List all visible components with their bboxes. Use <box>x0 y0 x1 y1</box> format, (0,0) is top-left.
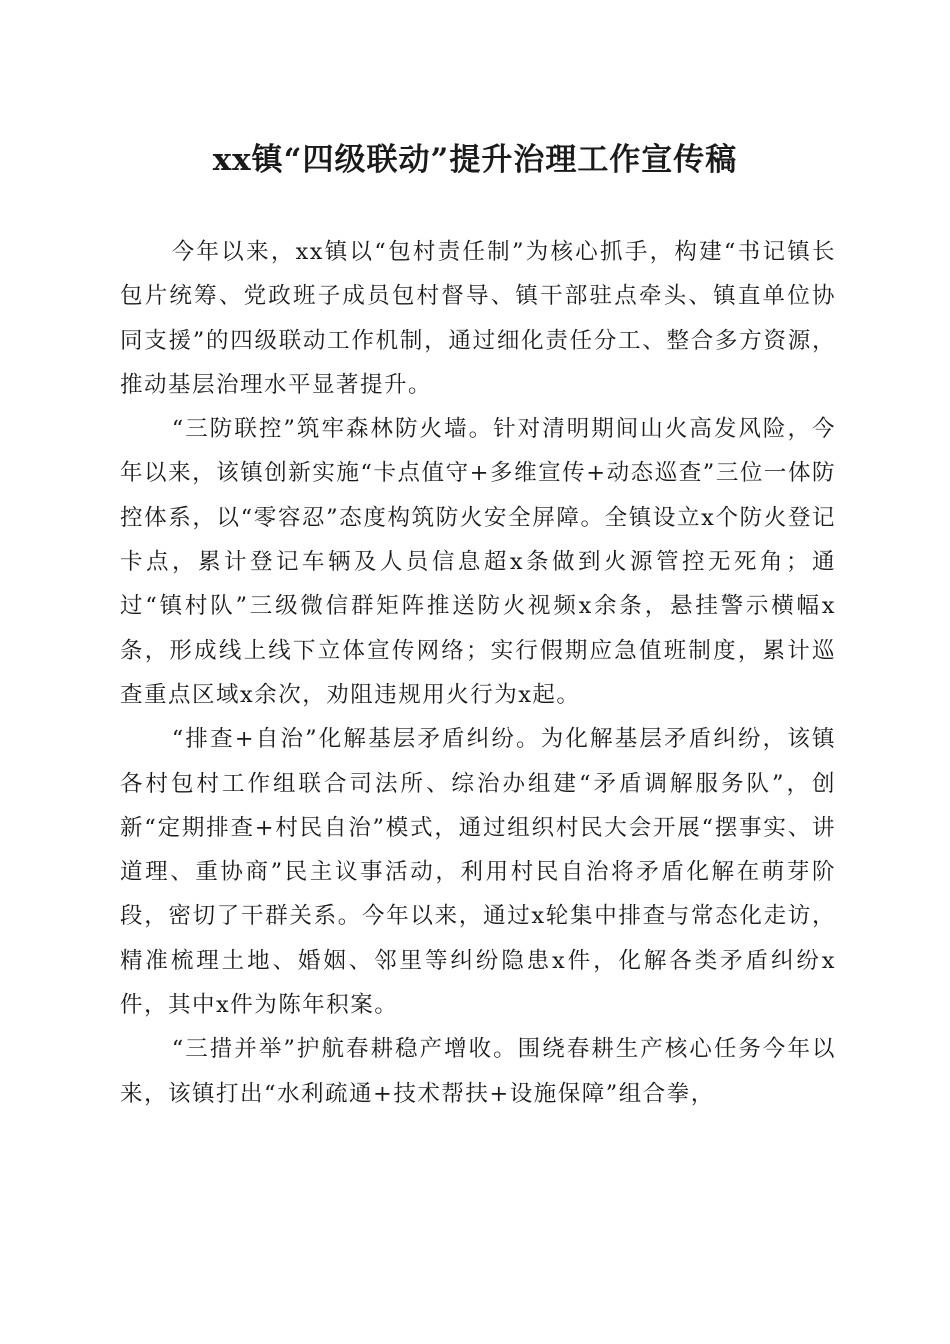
document-body <box>120 230 836 1116</box>
paragraph-intro: 今年以来，xx镇以“包村责任制”为核心抓手，构建“书记镇长包片统筹、党政班子成员包村督导、镇干部驻点牵头、镇直单位协同支援”的四级联动工作机制，通过细化责任分工、整合多方资源，推动基层治理水平显著提升。 <box>120 239 836 398</box>
paragraph-fire-prevention: “三防联控”筑牢森林防火墙。针对清明期间山火高发风险，今年以来，该镇创新实施“卡点值守+多维宣传+动态巡查”三位一体防控体系，以“零容忍”态度构筑防火安全屏障。全镇设立x个防火登记卡点，累计登记车辆及人员信息超x条做到火源管控无死角；通过“镇村队”三级微信群矩阵推送防火视频x余条，悬挂警示横幅x条，形成线上线下立体宣传网络；实行假期应急值班制度，累计巡查重点区域x余次，劝阻违规用火行为x起。 <box>120 416 836 708</box>
paragraph-spring-farming: “三措并举”护航春耕稳产增收。围绕春耕生产核心任务今年以来，该镇打出“水利疏通+技术帮扶+设施保障”组合拳， <box>120 1036 836 1107</box>
document-title: xx镇“四级联动”提升治理工作宣传稿 <box>212 142 738 178</box>
paragraph-dispute-resolution: “排查+自治”化解基层矛盾纠纷。为化解基层矛盾纠纷，该镇各村包村工作组联合司法所、综治办组建“矛盾调解服务队”，创新“定期排查+村民自治”模式，通过组织村民大会开展“摆事实、讲道理、重协商”民主议事活动，利用村民自治将矛盾化解在萌芽阶段，密切了干群关系。今年以来，通过x轮集中排查与常态化走访，精准梳理土地、婚姻、邻里等纠纷隐患x件，化解各类矛盾纠纷x件，其中x件为陈年积案。 <box>120 726 836 1019</box>
